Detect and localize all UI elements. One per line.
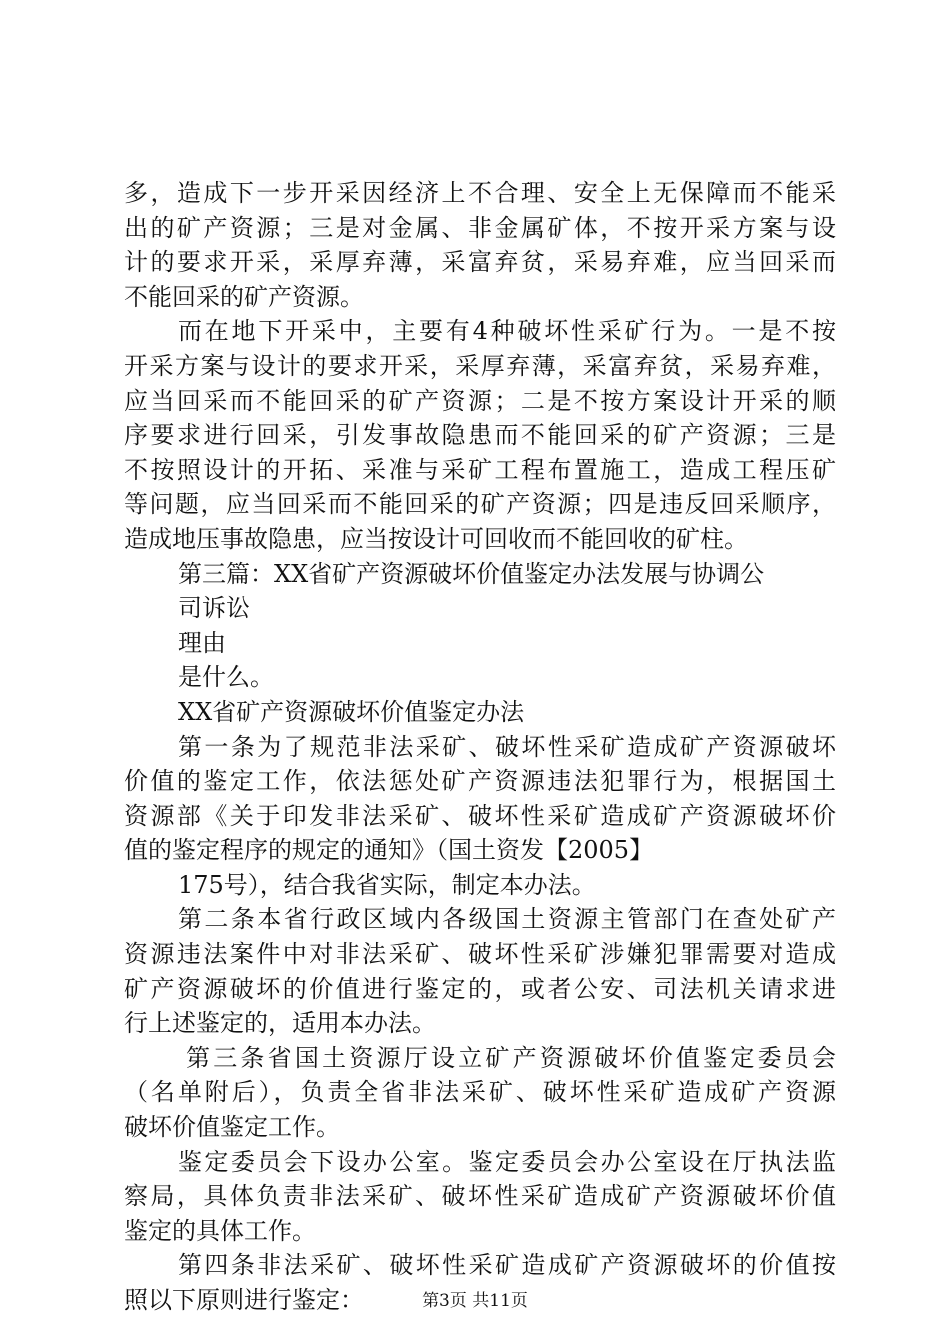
text-line: 第三条省国土资源厅设立矿产资源破坏价值鉴定委员会	[186, 1043, 836, 1072]
text-line: XX省矿产资源破坏价值鉴定办法	[178, 697, 525, 726]
text-line: 出的矿产资源；三是对金属、非金属矿体，不按开采方案与设	[124, 213, 836, 242]
text-line: 造成地压事故隐患，应当按设计可回收而不能回收的矿柱。	[124, 524, 748, 553]
text-line: 而在地下开采中，主要有4种破坏性采矿行为。一是不按	[178, 317, 836, 346]
text-line: 多，造成下一步开采因经济上不合理、安全上无保障而不能采	[124, 179, 836, 207]
page-footer: 第3页 共11页	[422, 1291, 528, 1311]
text-line: （名单附后），负责全省非法采矿、破坏性采矿造成矿产资源	[124, 1078, 836, 1107]
text-line: 行上述鉴定的，适用本办法。	[124, 1009, 436, 1038]
text-line: 开采方案与设计的要求开采，采厚弃薄，采富弃贫，采易弃难，	[124, 351, 836, 380]
text-line: 应当回采而不能回采的矿产资源；二是不按方案设计开采的顺	[124, 386, 836, 415]
text-line: 第四条非法采矿、破坏性采矿造成矿产资源破坏的价值按	[178, 1251, 836, 1280]
text-line: 察局，具体负责非法采矿、破坏性采矿造成矿产资源破坏价值	[124, 1182, 836, 1211]
text-line: 鉴定的具体工作。	[124, 1216, 316, 1245]
text-line: 第一条为了规范非法采矿、破坏性采矿造成矿产资源破坏	[178, 732, 836, 761]
text-line: 第二条本省行政区域内各级国土资源主管部门在查处矿产	[178, 905, 836, 934]
text-line: 资源违法案件中对非法采矿、破坏性采矿涉嫌犯罪需要对造成	[124, 940, 836, 969]
text-line: 司诉讼	[178, 594, 250, 623]
text-line: 计的要求开采，采厚弃薄，采富弃贫，采易弃难，应当回采而	[124, 248, 836, 277]
text-line: 值的鉴定程序的规定的通知》（国土资发【2005】	[124, 836, 654, 865]
document-body	[124, 176, 836, 1318]
text-line: 175号），结合我省实际，制定本办法。	[178, 870, 596, 899]
text-line: 破坏价值鉴定工作。	[124, 1113, 340, 1142]
text-line: 不按照设计的开拓、采准与采矿工程布置施工，造成工程压矿	[124, 455, 836, 484]
text-line: 鉴定委员会下设办公室。鉴定委员会办公室设在厅执法监	[178, 1147, 836, 1176]
text-line: 理由	[178, 628, 226, 657]
text-line: 价值的鉴定工作，依法惩处矿产资源违法犯罪行为，根据国土	[124, 767, 836, 796]
text-line: 序要求进行回采，引发事故隐患而不能回采的矿产资源；三是	[124, 421, 836, 450]
text-line: 资源部《关于印发非法采矿、破坏性采矿造成矿产资源破坏价	[124, 801, 836, 830]
text-line: 是什么。	[178, 663, 274, 692]
text-line: 不能回采的矿产资源。	[124, 282, 364, 311]
text-line: 矿产资源破坏的价值进行鉴定的，或者公安、司法机关请求进	[124, 974, 836, 1003]
text-line: 第三篇：XX省矿产资源破坏价值鉴定办法发展与协调公	[178, 559, 765, 588]
text-line: 照以下原则进行鉴定：	[124, 1286, 364, 1314]
text-line: 等问题，应当回采而不能回采的矿产资源；四是违反回采顺序，	[124, 490, 836, 519]
